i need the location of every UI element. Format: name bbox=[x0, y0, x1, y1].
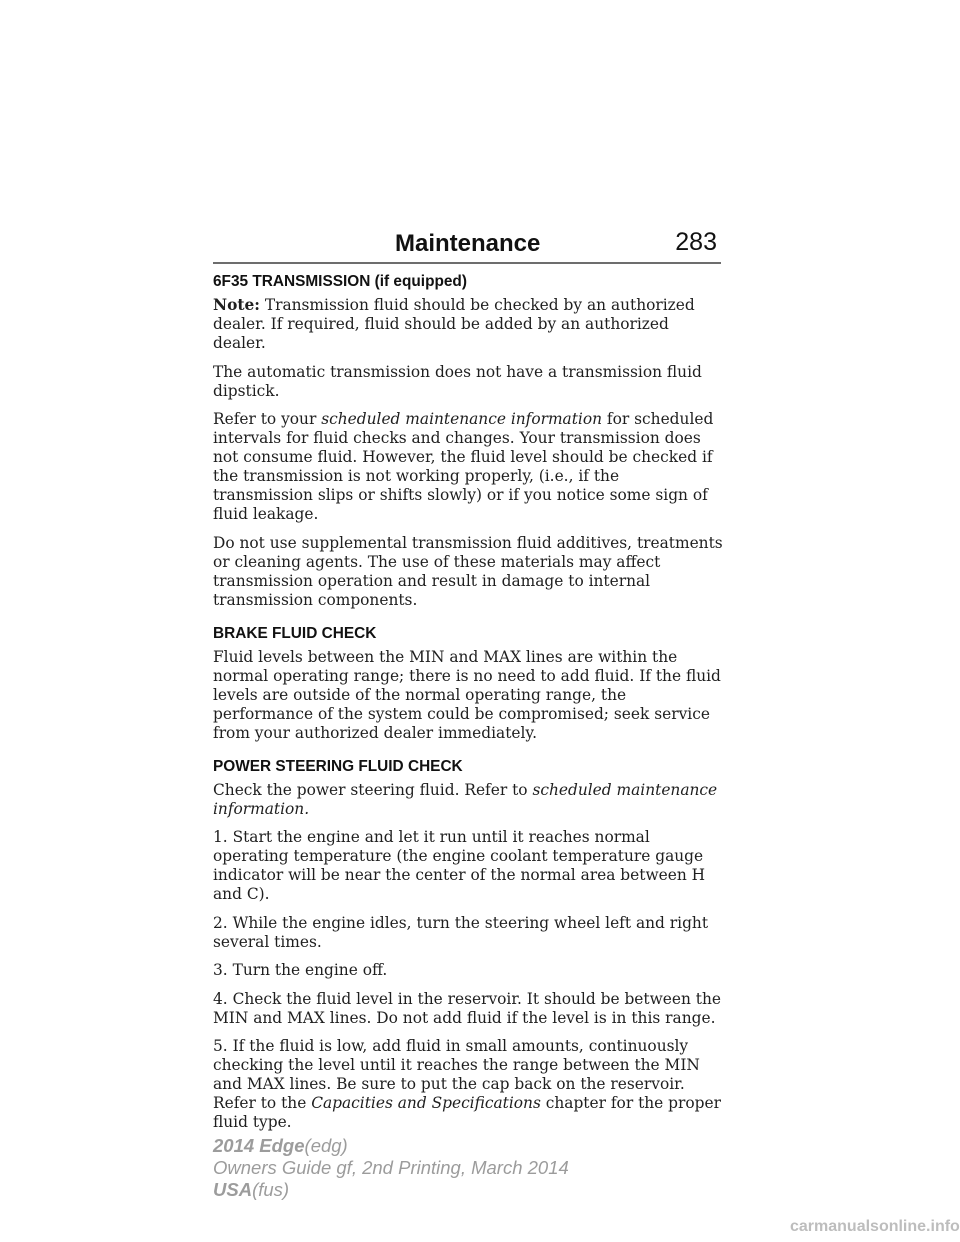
maintenance-reference: scheduled maintenance information. bbox=[213, 780, 718, 818]
paragraph-text: Refer to your bbox=[213, 410, 322, 428]
step-5 bbox=[213, 1037, 723, 1132]
paragraph-text: Check the power steering fluid. Refer to bbox=[213, 780, 533, 799]
transmission-heading: 6F35 TRANSMISSION (if equipped) bbox=[213, 273, 467, 290]
section-title: Maintenance bbox=[395, 230, 541, 257]
page-number: 283 bbox=[675, 228, 717, 256]
step-3: 3. Turn the engine off. bbox=[213, 961, 388, 979]
chapter-reference: Capacities and Specifications bbox=[311, 1094, 541, 1112]
page-footer bbox=[213, 1135, 569, 1201]
paragraph-text: 5. If the fluid is low, add fluid in small amounts, continuously checking the level until it reaches the range between the MIN and MAX lines. Be sure to put the cap back on the reservoir. Refer to the bbox=[213, 1037, 700, 1112]
footer-market: USA bbox=[213, 1179, 253, 1200]
footer-model-code: (edg) bbox=[304, 1135, 348, 1156]
paragraph-text: for scheduled intervals for fluid checks and changes. Your transmission does not consume fluid. However, the fluid level should be checked if the transmission is not working properly, (i.e., if the transmission slips or shifts slowly) or if you notice some sign of fluid leakage. bbox=[213, 410, 714, 523]
transmission-paragraph-1: The automatic transmission does not have a transmission fluid dipstick. bbox=[213, 362, 702, 400]
step-4: 4. Check the fluid level in the reservoir. It should be between the MIN and MAX lines. Do not add fluid if the level is in this range. bbox=[213, 989, 721, 1027]
maintenance-reference: scheduled maintenance information bbox=[321, 410, 603, 428]
transmission-paragraph-2 bbox=[213, 410, 723, 524]
brake-paragraph: Fluid levels between the MIN and MAX lines are within the normal operating range; there is no need to add fluid. If the fluid levels are outside of the normal operating range, the performance of the system could be compromised; seek service from your authorized dealer immediately. bbox=[213, 647, 721, 742]
power-steering-heading: POWER STEERING FLUID CHECK bbox=[213, 757, 463, 775]
transmission-paragraph-3: Do not use supplemental transmission fluid additives, treatments or cleaning agents. The use of these materials may affect transmission operation and result in damage to internal transmission components. bbox=[213, 533, 723, 609]
footer-line-1 bbox=[213, 1135, 569, 1157]
step-1: 1. Start the engine and let it run until it reaches normal operating temperature (the engine coolant temperature gauge indicator will be near the center of the normal area between H and C). bbox=[213, 828, 706, 903]
paragraph-text: chapter for the proper fluid type. bbox=[213, 1094, 721, 1131]
transmission-note bbox=[213, 296, 723, 353]
watermark: carmanualsonline.info bbox=[790, 1218, 960, 1235]
note-label: Note: bbox=[213, 296, 260, 314]
page-content bbox=[213, 272, 723, 1142]
step-2: 2. While the engine idles, turn the steering wheel left and right several times. bbox=[213, 913, 709, 951]
footer-model: 2014 Edge bbox=[213, 1135, 305, 1156]
footer-market-code: (fus) bbox=[252, 1179, 290, 1200]
page-header bbox=[213, 226, 721, 264]
footer-line-2: Owners Guide gf, 2nd Printing, March 2014 bbox=[213, 1157, 569, 1178]
brake-heading: BRAKE FLUID CHECK bbox=[213, 624, 377, 642]
note-text: Transmission fluid should be checked by an authorized dealer. If required, fluid should be added by an authorized dealer. bbox=[213, 296, 695, 352]
footer-line-3 bbox=[213, 1179, 569, 1201]
power-steering-intro bbox=[213, 781, 723, 819]
